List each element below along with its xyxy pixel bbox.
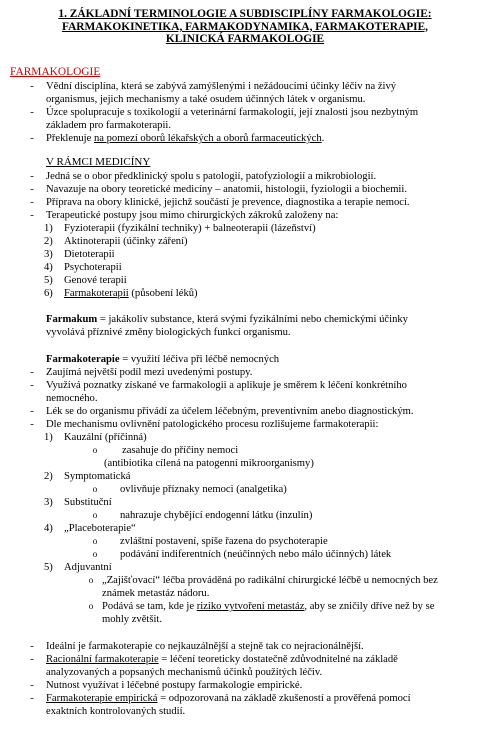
bullet-dash: -	[30, 654, 34, 665]
bullet-circle: o	[92, 510, 98, 520]
sub-item: o zasahuje do příčiny nemoci (antibiotika cílená na patogenní mikroorganismy)	[104, 444, 468, 470]
list-item: - Lék se do organismu přivádí za účelem léčebným, preventivním anebo diagnostickým.	[46, 405, 468, 418]
section-heading-v-ramci-mediciny: V RÁMCI MEDICÍNY	[46, 156, 151, 168]
list-item: - Ideální je farmakoterapie co nejkauzálnější a stejně tak co nejracionálnější.	[46, 640, 468, 653]
list-item	[30, 106, 468, 132]
bullet-dash: -	[30, 419, 34, 430]
sub-item: o ovlivňuje příznaky nemoci (analgetika)	[104, 483, 468, 496]
definition-farmakum: Farmakum = jakákoliv substance, která svými fyzikálními nebo chemickými účinky vyvolává příznivé změny biologických funkcí organismu.	[46, 314, 408, 339]
list-item-text: Terapeutické postupy jsou mimo chirurgických zákroků založeny na:	[46, 210, 339, 221]
bullet-circle: o	[88, 601, 94, 611]
bullet-dash: -	[30, 693, 34, 704]
sub-item: o podávání indiferentních (neúčinných nebo málo účinných) látek	[104, 548, 468, 561]
list-item: - Dle mechanismu ovlivnění patologického procesu rozlišujeme farmakoterapii:	[46, 418, 468, 431]
list-item: - Racionální farmakoterapie = léčení teoreticky dostatečně zdůvodnitelné na základě analyzovaných a popsaných mechanismů účinků použitých léčiv.	[46, 653, 468, 679]
list-item-text: Navazuje na obory teoretické medicíny – anatomii, histologii, fyziologii a biochemii.	[46, 184, 407, 195]
bullet-circle: o	[92, 445, 98, 455]
bullet-dash: -	[30, 133, 34, 144]
list-item: - Využívá poznatky získané ve farmakologii a aplikuje je směrem k léčení konkrétního nemocného.	[46, 379, 468, 405]
bullet-circle: o	[88, 575, 94, 585]
bullet-dash: -	[30, 380, 34, 391]
list-item-text: Vědní disciplína, která se zabývá zamýšlenými i nežádoucími účinky léčiv na živý	[46, 81, 397, 92]
underlined-phrase: na pomezí oborů lékařských a oborů farmaceutických	[93, 133, 322, 144]
list-item	[30, 209, 468, 222]
list-item-text: Úzce spolupracuje s toxikologií a veterinární farmakologií, její znalosti jsou nezbytným	[46, 107, 419, 118]
underlined-phrase: riziko vytvoření metastáz	[196, 601, 305, 612]
list-item: - Farmakoterapie empirická = odpozorovaná na základě zkušeností a prověřená pomocí exaktních kontrolovaných studií.	[46, 692, 468, 718]
list-item-text: Jedná se o obor předklinický spolu s patologií, patofyziologií a mikrobiologií.	[46, 171, 377, 182]
list-item-text-cont: základem pro farmakoterapii.	[46, 120, 172, 132]
list-item	[30, 170, 468, 183]
term-farmakum: Farmakum	[46, 314, 98, 325]
list-item-text: Příprava na obory klinické, jejichž součástí je prevence, diagnostika a terapie nemocí.	[46, 197, 410, 208]
bullet-circle: o	[92, 536, 98, 546]
bullet-dash: -	[30, 184, 34, 195]
bullet-circle: o	[92, 549, 98, 559]
bullet-dash: -	[30, 367, 34, 378]
sub-item: o „Zajišťovací“ léčba prováděná po radikální chirurgické léčbě u nemocných bez známek metastáz nádoru.	[86, 574, 468, 600]
underlined-phrase: Racionální farmakoterapie	[46, 654, 159, 665]
list-item	[30, 183, 468, 196]
bullet-dash: -	[30, 210, 34, 221]
list-item-text: Překlenuje na pomezí oborů lékařských a oborů farmaceutických.	[46, 133, 325, 144]
list-item-text-cont: organismus, jejich mechanismy a také osudem účinných látek v organismu.	[46, 94, 366, 106]
section-heading-farmakologie: FARMAKOLOGIE	[10, 66, 101, 78]
bullet-dash: -	[30, 641, 34, 652]
title-line-3: KLINICKÁ FARMAKOLOGIE	[165, 33, 325, 46]
document-page: 1. ZÁKLADNÍ TERMINOLOGIE A SUBDISCIPLÍNY FARMAKOLOGIE: FARMAKOKINETIKA, FARMAKODYNAMIKA, FARMAKOTERAPIE, KLINICKÁ FARMAKOLOGIE FARMAKOLOGIE - Vědní disciplína, která se zabývá zamýšlenými i nežádoucími účinky léčiv na živý organismus, jejich mechanismy a také osudem účinných látek v organismu. - Úzce spolupracuje s toxikologií a veterinární farmakologií, její znalosti jsou nezbytným základem pro farmakoterapii. - Překlenuje na pomezí oborů lékařských a oborů farmaceutických. V RÁMCI MEDICÍNY - Jedná se o obor předklinický spolu s patologií, patofyziologií a mikrobiologií. - Navazuje na obory teoretické medicíny – anatomii, histologii, fyziologii a biochemii. - Příprava na obory klinické, jejichž součástí je prevence, diagnostika a terapie nemocí. - Terapeutické postupy jsou mimo chirurgických zákroků založeny na: 1) Fyzioterapii (fyzikální techniky) + balneoterapii (lázeňství) 2) Aktinoterapii (účinky záření) 3) Dietoterapii 4) Psychoterapii 5) Genové terapii 6) Farmakoterapii (působení léků) Farmakum = jakákoliv substance, která svými fyzikálními nebo chemickými účinky vyvolává příznivé změny biologických funkcí organismu. Farmakoterapie = využití léčiva při léčbě nemocných - Zaujímá největší podíl mezi uvedenými postupy. - Využívá poznatky získané ve farmakologii a aplikuje je směrem k léčení konkrétního nemocného. - Lék se do organismu přivádí za účelem léčebným, preventivním anebo diagnostickým. - Dle mechanismu ovlivnění patologického procesu rozlišujeme farmakoterapii: 1) Kauzální (příčinná) o zasahuje do příčiny nemoci (antibiotika cílená na patogenní mikroorganismy) 2) Symptomatická o ovlivňuje příznaky nemoci (analgetika) 3) Substituční o nahrazuje chybějící endogenní látku (inzulín) 4) „Placeboterapie“ o zvláštní postavení, spíše řazena do psychoterapie o podávání indiferentních (neúčinných nebo málo účinných) látek 5) Adjuvantní o „Zajišťovací“ léčba prováděná po radikální chirurgické léčbě u nemocných bez známek metastáz nádoru. o Podává se tam, kde je riziko vytvoření metastáz, aby se zničily dříve než by se mohly zvětšit. - Ideální je farmakoterapie co nejkauzálnější a stejně tak co nejracionálnější. - Racionální farmakoterapie = léčení teoreticky dostatečně zdůvodnitelné na základě analyzovaných a popsaných mechanismů účinků použitých léčiv. - Nutnost využívat i léčebné postupy farmakologie empirické. - Farmakoterapie empirická = odpozorovaná na základě zkušeností a prověřená pomocí exaktních kontrolovaných studií.	[0, 0, 482, 734]
bullet-dash: -	[30, 680, 34, 691]
list-item	[30, 132, 468, 145]
title-line-1: 1. ZÁKLADNÍ TERMINOLOGIE A SUBDISCIPLÍNY FARMAKOLOGIE:	[58, 8, 432, 20]
underlined-phrase: Farmakoterapii	[64, 288, 129, 299]
list-item: - Nutnost využívat i léčebné postupy farmakologie empirické.	[46, 679, 468, 692]
list-item: - Zaujímá největší podíl mezi uvedenými postupy.	[46, 366, 468, 379]
underlined-phrase: Farmakoterapie empirická	[46, 693, 158, 704]
bullet-dash: -	[30, 171, 34, 182]
bullet-dash: -	[30, 406, 34, 417]
definition-farmakoterapie: Farmakoterapie = využití léčiva při léčbě nemocných	[46, 354, 280, 365]
bullet-dash: -	[30, 81, 34, 92]
sub-item: o Podává se tam, kde je riziko vytvoření metastáz, aby se zničily dříve než by se mohly zvětšit.	[86, 600, 468, 626]
bullet-dash: -	[30, 197, 34, 208]
list-item	[30, 80, 468, 106]
title-line-2: FARMAKOKINETIKA, FARMAKODYNAMIKA, FARMAKOTERAPIE,	[61, 20, 429, 33]
bullet-circle: o	[92, 484, 98, 494]
list-item	[30, 196, 468, 209]
sub-item: o nahrazuje chybějící endogenní látku (inzulín)	[104, 509, 468, 522]
bullet-dash: -	[30, 107, 34, 118]
sub-item: o zvláštní postavení, spíše řazena do psychoterapie	[104, 535, 468, 548]
term-farmakoterapie: Farmakoterapie	[46, 354, 120, 365]
document-title	[30, 8, 460, 46]
